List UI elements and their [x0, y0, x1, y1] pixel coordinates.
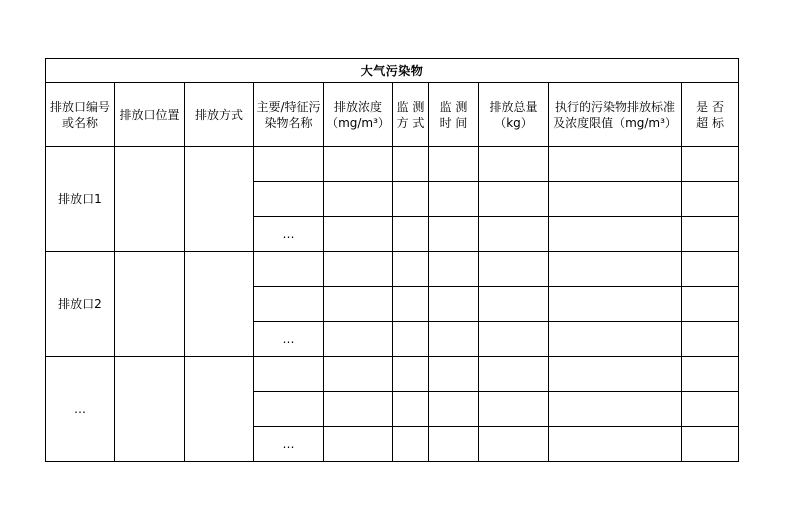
header-line: 执行的污染物排放标准 — [554, 99, 675, 114]
header-outlet-id — [46, 83, 115, 147]
data-cell — [393, 287, 429, 322]
header-line: 时 间 — [439, 115, 468, 130]
header-outlet-location — [115, 83, 185, 147]
table-row — [46, 252, 739, 287]
pollutant-name-cell — [254, 287, 324, 322]
data-cell — [479, 252, 549, 287]
data-cell — [682, 427, 739, 462]
data-cell — [479, 392, 549, 427]
pollutant-name-cell: … — [254, 322, 324, 357]
discharge-method-cell — [185, 252, 254, 357]
data-cell — [324, 287, 393, 322]
data-cell — [682, 147, 739, 182]
pollutant-name-cell — [254, 252, 324, 287]
header-line: 方 式 — [396, 115, 425, 130]
pollutant-name-cell — [254, 182, 324, 217]
data-cell — [479, 217, 549, 252]
header-exceeds-standard — [682, 83, 739, 147]
header-line: 排放总量 — [489, 99, 538, 114]
data-cell — [549, 357, 682, 392]
table-header-row — [46, 83, 739, 147]
data-cell — [429, 287, 479, 322]
data-cell — [549, 427, 682, 462]
data-cell — [324, 357, 393, 392]
data-cell — [479, 182, 549, 217]
outlet-name-cell: 排放口2 — [46, 252, 115, 357]
header-total-discharge — [479, 83, 549, 147]
data-cell — [549, 322, 682, 357]
header-line: 排放口位置 — [119, 107, 180, 122]
pollutant-name-cell: … — [254, 427, 324, 462]
data-cell — [324, 182, 393, 217]
pollutant-name-cell — [254, 392, 324, 427]
data-cell — [429, 147, 479, 182]
data-cell — [393, 322, 429, 357]
data-cell — [324, 252, 393, 287]
table-title-row — [46, 59, 739, 83]
header-monitoring-time — [429, 83, 479, 147]
header-line: 监 测 — [439, 99, 468, 114]
header-line: 监 测 — [396, 99, 425, 114]
data-cell — [429, 217, 479, 252]
data-cell — [479, 357, 549, 392]
data-cell — [429, 357, 479, 392]
header-line: （kg） — [494, 115, 533, 130]
outlet-name-cell: … — [46, 357, 115, 462]
data-cell — [324, 217, 393, 252]
discharge-method-cell — [185, 357, 254, 462]
data-cell — [393, 427, 429, 462]
header-line: 超 标 — [696, 115, 724, 130]
data-cell — [429, 252, 479, 287]
header-line: 是 否 — [696, 99, 724, 114]
table-row — [46, 147, 739, 182]
header-line: 及浓度限值（mg/m³） — [553, 115, 677, 130]
header-line: 主要/特征污 — [256, 99, 321, 114]
data-cell — [549, 217, 682, 252]
header-pollutant-name — [254, 83, 324, 147]
header-line: 排放浓度 — [333, 99, 382, 114]
header-discharge-concentration — [324, 83, 393, 147]
data-cell — [429, 427, 479, 462]
data-cell — [393, 217, 429, 252]
data-cell — [479, 147, 549, 182]
outlet-name-cell: 排放口1 — [46, 147, 115, 252]
data-cell — [429, 182, 479, 217]
data-cell — [393, 392, 429, 427]
outlet-location-cell — [115, 252, 185, 357]
data-cell — [549, 147, 682, 182]
header-discharge-method — [185, 83, 254, 147]
discharge-method-cell — [185, 147, 254, 252]
header-line: 染物名称 — [264, 115, 313, 130]
table-title: 大气污染物 — [46, 59, 739, 83]
pollutant-name-cell — [254, 147, 324, 182]
air-pollutant-table — [45, 58, 739, 462]
data-cell — [393, 182, 429, 217]
header-monitoring-method — [393, 83, 429, 147]
data-cell — [549, 392, 682, 427]
data-cell — [549, 287, 682, 322]
pollutant-name-cell: … — [254, 217, 324, 252]
data-cell — [324, 147, 393, 182]
data-cell — [429, 322, 479, 357]
data-cell — [393, 357, 429, 392]
header-standard-limit — [549, 83, 682, 147]
data-cell — [682, 392, 739, 427]
data-cell — [682, 357, 739, 392]
header-line: （mg/m³） — [326, 115, 390, 130]
data-cell — [429, 392, 479, 427]
data-cell — [682, 217, 739, 252]
data-cell — [324, 392, 393, 427]
outlet-location-cell — [115, 357, 185, 462]
data-cell — [549, 182, 682, 217]
data-cell — [479, 287, 549, 322]
data-cell — [682, 252, 739, 287]
data-cell — [324, 427, 393, 462]
table-row — [46, 357, 739, 392]
data-cell — [682, 287, 739, 322]
data-cell — [479, 322, 549, 357]
pollutant-name-cell — [254, 357, 324, 392]
data-cell — [324, 322, 393, 357]
data-cell — [393, 147, 429, 182]
header-line: 排放方式 — [194, 107, 243, 122]
data-cell — [682, 182, 739, 217]
data-cell — [479, 427, 549, 462]
data-cell — [393, 252, 429, 287]
header-line: 排放口编号 — [49, 99, 110, 114]
data-cell — [549, 252, 682, 287]
outlet-location-cell — [115, 147, 185, 252]
data-cell — [682, 322, 739, 357]
header-line: 或名称 — [61, 115, 98, 130]
